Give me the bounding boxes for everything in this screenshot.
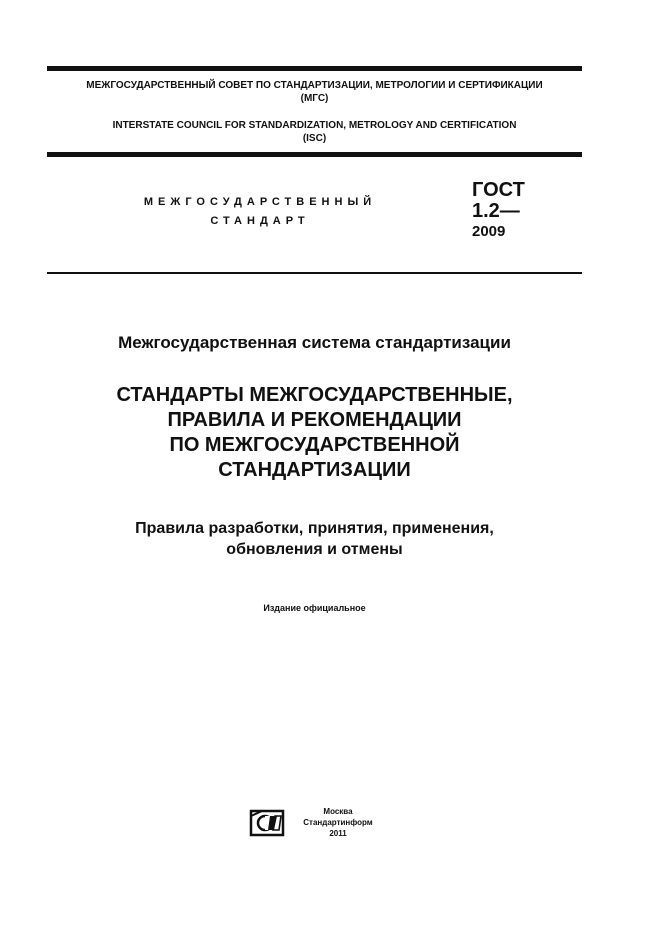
standard-type [110,193,410,231]
council-ru [47,79,582,105]
council-en [47,119,582,145]
top-rule-thick [47,66,582,71]
publication-year: 2011 [329,829,347,838]
main-title-line4: СТАНДАРТИЗАЦИИ [218,459,411,481]
gost-designation [472,180,582,239]
council-ru-name: МЕЖГОСУДАРСТВЕННЫЙ СОВЕТ ПО СТАНДАРТИЗАЦИИ, МЕТРОЛОГИИ И СЕРТИФИКАЦИИ [86,80,543,91]
subtitle [47,518,582,560]
header-rule-thick [47,152,582,157]
main-title-line3: ПО МЕЖГОСУДАРСТВЕННОЙ [169,434,460,456]
publisher-city: Москва [323,807,353,816]
gost-year: 2009 [472,223,506,240]
system-title: Межгосударственная система стандартизации [118,333,511,352]
publisher-name: Стандартинформ [303,818,373,827]
standard-type-line1: МЕЖГОСУДАРСТВЕННЫЙ [143,196,377,208]
main-title-line1: СТАНДАРТЫ МЕЖГОСУДАРСТВЕННЫЕ, [116,384,513,406]
gost-label: ГОСТ [472,179,525,201]
main-title [47,383,582,483]
council-ru-abbr: (МГС) [300,93,329,104]
subtitle-line1: Правила разработки, принятия, применения, [135,520,494,537]
designation-rule [47,272,582,274]
standard-type-line2: СТАНДАРТ [210,215,310,227]
publisher-imprint [298,806,378,839]
subtitle-line2: обновления и отмены [226,541,403,558]
standartinform-logo-icon [248,808,286,838]
council-en-name: INTERSTATE COUNCIL FOR STANDARDIZATION, METROLOGY AND CERTIFICATION [112,120,517,131]
edition-note: Издание официальное [263,603,366,613]
council-en-abbr: (ISC) [302,133,327,144]
gost-number: 1.2— [472,200,520,222]
main-title-line2: ПРАВИЛА И РЕКОМЕНДАЦИИ [167,409,462,431]
